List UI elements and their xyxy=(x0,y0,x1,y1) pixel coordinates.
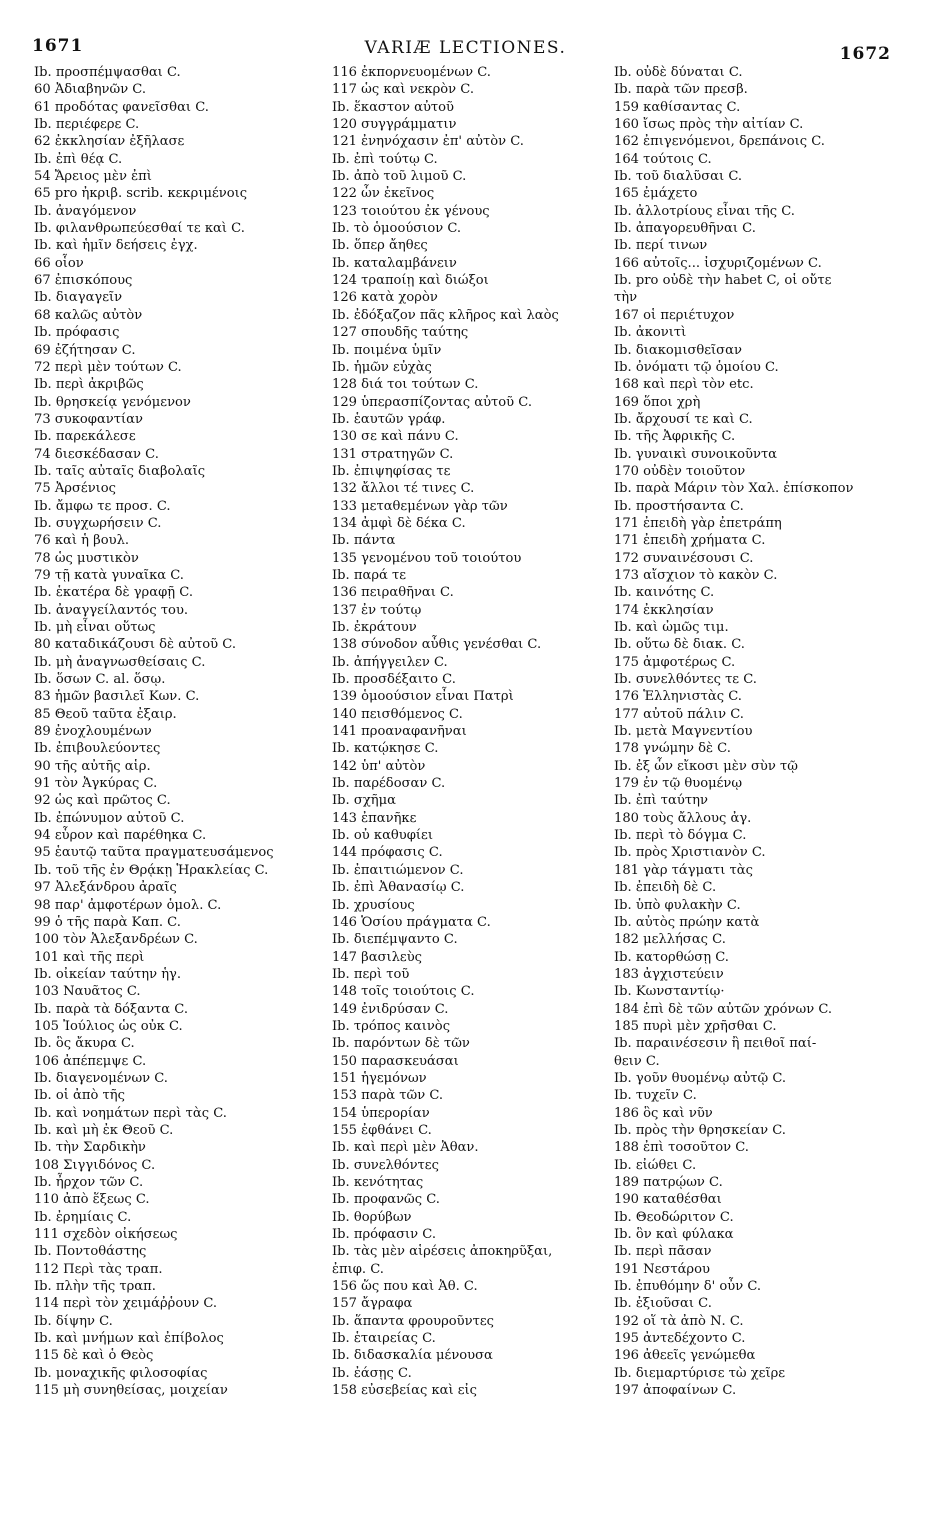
reading-entry: Ib. καὶ μὴ ἐκ Θεοῦ C. xyxy=(34,1122,174,1138)
reading-entry: Ib. παρεκάλεσε xyxy=(34,429,136,445)
reading-entry: 190 καταθέσθαι xyxy=(614,1192,722,1208)
reading-entry: 97 Ἀλεξάνδρου ἀραῖς xyxy=(34,880,177,896)
reading-entry: Ib. ἄμφω τε προσ. C. xyxy=(34,498,171,514)
reading-entry: Ib. οὐ καθυφίει xyxy=(332,828,433,844)
reading-entry: Ib. ἀναγόμενον xyxy=(34,203,137,219)
reading-entry: Ib. ὑπὸ φυλακὴν C. xyxy=(614,897,741,913)
reading-entry: 131 στρατηγῶν C. xyxy=(332,446,454,462)
reading-entry: τὴν xyxy=(614,290,638,306)
reading-entry: 175 ἀμφοτέρως C. xyxy=(614,654,736,670)
reading-entry: Ib. ἐπυθόμην δ' οὖν C. xyxy=(614,1279,762,1295)
reading-entry: Ib. ποιμένα ὑμῖν xyxy=(332,342,442,358)
reading-entry: Ib. ἡμῶν εὐχὰς xyxy=(332,359,432,375)
reading-entry: 73 συκοφαντίαν xyxy=(34,411,143,427)
reading-entry: Ib. προσδέξαιτο C. xyxy=(332,672,456,688)
reading-entry: 129 ὑπερασπίζοντας αὐτοῦ C. xyxy=(332,394,533,410)
reading-entry: 114 περὶ τὸν χειμάῤῥουν C. xyxy=(34,1296,218,1312)
reading-entry: 160 ἴσως πρὸς τὴν αἰτίαν C. xyxy=(614,117,804,133)
reading-entry: 167 οἱ περιέτυχον xyxy=(614,307,735,323)
reading-entry: 94 εὗρον καὶ παρέθηκα C. xyxy=(34,828,207,844)
reading-entry: Ib. ἐπειδὴ δὲ C. xyxy=(614,880,717,896)
reading-entry: 177 αὐτοῦ πάλιν C. xyxy=(614,706,744,722)
reading-entry: 189 πατρῴων C. xyxy=(614,1175,723,1190)
reading-entry: 157 ἄγραφα xyxy=(332,1296,413,1312)
reading-entry: Ib. ὃν καὶ φύλακα xyxy=(614,1227,734,1243)
reading-entry: 151 ἡγεμόνων xyxy=(332,1070,427,1086)
reading-entry: 123 τοιούτου ἐκ γένους xyxy=(332,203,490,219)
reading-entry: Ib. ἑκατέρα δὲ γραφῇ C. xyxy=(34,585,193,601)
reading-entry: 188 ἐπὶ τοσοῦτον C. xyxy=(614,1140,749,1156)
reading-entry: 146 Ὁσίου πράγματα C. xyxy=(332,914,491,930)
reading-entry: 166 αὐτοῖς... ἰσχυριζομένων C. xyxy=(614,255,822,271)
reading-entry: Ib. οὕτω δὲ διακ. C. xyxy=(614,637,745,653)
reading-entry: Ib. τὸ ὁμοούσιον C. xyxy=(332,221,462,237)
reading-entry: Ib. ἐπιβουλεύοντες xyxy=(34,741,161,757)
reading-entry: Ib. ἐπώνυμον αὐτοῦ C. xyxy=(34,810,185,826)
reading-entry: Ib. ἀπὸ τοῦ λιμοῦ C. xyxy=(332,169,467,185)
reading-entry: 72 περὶ μὲν τούτων C. xyxy=(34,359,182,375)
reading-entry: Ib. παρέδοσαν C. xyxy=(332,776,446,792)
reading-entry: 170 οὐδὲν τοιοῦτον xyxy=(614,463,746,479)
reading-entry: 147 βασιλεὺς xyxy=(332,949,423,965)
reading-entry: Ib. περὶ ἀκριβῶς xyxy=(34,377,144,393)
reading-entry: 75 Ἀρσένιος xyxy=(34,481,117,497)
reading-entry: Ib. περί τινων xyxy=(614,238,708,254)
reading-entry: Ib. προστήσαντα C. xyxy=(614,498,744,514)
reading-entry: Ib. γοῦν θυομένῳ αὐτῷ C. xyxy=(614,1070,787,1086)
reading-entry: Ib. ἀπαγορευθῆναι C. xyxy=(614,221,756,237)
reading-entry: 115 μὴ συνηθείσας, μοιχείαν xyxy=(34,1383,228,1399)
reading-entry: 98 παρ' ἀμφοτέρων ὁμολ. C. xyxy=(34,897,222,913)
reading-entry: Ib. διακομισθεῖσαν xyxy=(614,342,742,358)
reading-entry: 99 ὁ τῆς παρὰ Καπ. C. xyxy=(34,914,181,930)
reading-entry: Ib. ἅπαντα φρουροῦντες xyxy=(332,1313,494,1329)
reading-entry: 172 συναινέσουσι C. xyxy=(614,550,754,566)
reading-entry: Ib. σχῆμα xyxy=(332,793,396,809)
reading-entry: 141 προαναφανῆναι xyxy=(332,724,467,740)
reading-entry: 140 πεισθόμενος C. xyxy=(332,706,463,722)
reading-entry: 156 ὥς που καὶ Ἀθ. C. xyxy=(332,1279,478,1295)
reading-entry: Ib. διαγαγεῖν xyxy=(34,290,123,306)
reading-entry: 133 μεταθεμένων γὰρ τῶν xyxy=(332,498,508,514)
reading-entry: Ib. καὶ ἡμῖν δεήσεις ἐγχ. xyxy=(34,238,198,254)
reading-entry: 169 ὅποι χρὴ xyxy=(614,394,701,410)
reading-entry: 181 γὰρ τάγματι τὰς xyxy=(614,862,753,878)
reading-entry: 142 ὑπ' αὐτὸν xyxy=(332,758,426,774)
reading-entry: 176 Ἑλληνιστὰς C. xyxy=(614,689,742,705)
reading-entry: Ib. προσπέμψασθαι C. xyxy=(34,65,181,80)
reading-entry: 120 συγγράμματιν xyxy=(332,117,457,133)
reading-entry: Ib. μὴ εἶναι οὕτως xyxy=(34,620,156,635)
reading-entry: 68 καλῶς αὐτὸν xyxy=(34,307,143,323)
reading-entry: Ib. περὶ τοῦ xyxy=(332,966,410,982)
reading-entry: 196 ἀθεεῖς γενώμεθα xyxy=(614,1348,756,1364)
column-left xyxy=(34,64,326,1399)
reading-entry: Ib. περὶ τὸ δόγμα C. xyxy=(614,828,747,844)
reading-entry: 150 παρασκευάσαι xyxy=(332,1053,459,1069)
page-number-right: 1672 xyxy=(839,44,891,64)
reading-entry: Ib. πάντα xyxy=(332,533,396,549)
reading-entry: 112 Περὶ τὰς τραπ. xyxy=(34,1261,163,1277)
reading-entry: Ib. ἑταιρείας C. xyxy=(332,1331,436,1347)
reading-entry: 66 οἷον xyxy=(34,255,84,271)
reading-entry: Ib. προφανῶς C. xyxy=(332,1192,440,1208)
reading-entry: 69 ἐζήτησαν C. xyxy=(34,342,136,358)
reading-entry: 122 ὧν ἐκεῖνος xyxy=(332,186,435,202)
reading-entry: Ib. pro οὐδὲ τὴν habet C, οἱ οὔτε xyxy=(614,273,832,289)
reading-entry: 80 καταδικάζουσι δὲ αὐτοῦ C. xyxy=(34,637,236,653)
reading-entry: Ib. διεπέμψαντο C. xyxy=(332,932,458,948)
reading-entry: Ib. παρὰ τὰ δόξαντα C. xyxy=(34,1001,189,1017)
reading-entry: 100 τὸν Ἀλεξανδρέων C. xyxy=(34,932,198,948)
reading-entry: Ib. θρησκείᾳ γενόμενον xyxy=(34,394,191,410)
reading-entry: Ib. καὶ μνήμων καὶ ἐπίβολος xyxy=(34,1331,224,1347)
reading-entry: Ib. παρόντων δὲ τῶν xyxy=(332,1036,470,1052)
reading-entry: Ib. οἰκείαν ταύτην ἡγ. xyxy=(34,966,182,982)
reading-entry: 101 καὶ τῆς περὶ xyxy=(34,949,145,965)
reading-entry: 95 ἑαυτῷ ταῦτα πραγματευσάμενος xyxy=(34,845,274,861)
reading-entry: Ib. παρά τε xyxy=(332,567,407,583)
reading-entry: Ib. παρὰ τῶν πρεσβ. xyxy=(614,82,748,98)
reading-entry: Ib. διαγενομένων C. xyxy=(34,1070,168,1086)
reading-entry: 174 ἐκκλησίαν xyxy=(614,602,714,618)
reading-entry: Ib. πρόφασις xyxy=(34,325,120,341)
reading-entry: 85 Θεοῦ ταῦτα ἐξαιρ. xyxy=(34,706,177,722)
reading-entry: Ib. μοναχικῆς φιλοσοφίας xyxy=(34,1365,208,1381)
reading-entry: 179 ἐν τῷ θυομένῳ xyxy=(614,776,743,792)
reading-entry: Ib. πρὸς τὴν θρησκείαν C. xyxy=(614,1122,786,1138)
reading-entry: 136 πειραθῆναι C. xyxy=(332,585,454,601)
reading-entry: 111 σχεδὸν οἰκήσεως xyxy=(34,1227,178,1243)
reading-entry: 105 Ἰούλιος ὡς οὐκ C. xyxy=(34,1018,183,1034)
reading-entry: Ib. ταῖς αὐταῖς διαβολαῖς xyxy=(34,463,206,479)
reading-entry: Ib. ἦρχον τῶν C. xyxy=(34,1175,144,1190)
column-right xyxy=(614,64,914,1399)
reading-entry: Ib. καινότης C. xyxy=(614,585,715,601)
reading-entry: 171 ἐπειδὴ χρήματα C. xyxy=(614,533,766,549)
reading-entry: Ib. ἀκονιτὶ xyxy=(614,325,687,341)
reading-entry: 106 ἀπέπεμψε C. xyxy=(34,1053,147,1069)
reading-entry: 67 ἐπισκόπους xyxy=(34,273,133,289)
reading-entry: Ib. ἐπὶ Ἀθανασίῳ C. xyxy=(332,880,465,896)
reading-entry: 197 ἀποφαίνων C. xyxy=(614,1383,737,1399)
reading-entry: Ib. ἐρημίαις C. xyxy=(34,1209,132,1225)
reading-entry: 173 αἴσχιον τὸ κακὸν C. xyxy=(614,567,778,583)
reading-entry: 76 καὶ ἡ βουλ. xyxy=(34,533,130,549)
reading-entry: 116 ἐκπορνευομένων C. xyxy=(332,65,491,80)
reading-entry: 165 ἐμάχετο xyxy=(614,186,698,202)
reading-entry: 91 τὸν Ἀγκύρας C. xyxy=(34,776,158,792)
reading-entry: Ib. ἀλλοτρίους εἶναι τῆς C. xyxy=(614,203,795,219)
reading-entry: Ib. περὶ πᾶσαν xyxy=(614,1244,712,1260)
reading-entry: Ib. ἐκράτουν xyxy=(332,620,417,635)
reading-entry: Ib. καὶ νοημάτων περὶ τὰς C. xyxy=(34,1105,227,1121)
reading-entry: 62 ἐκκλησίαν ἐξῆλασε xyxy=(34,134,185,150)
reading-entry: Ib. θορύβων xyxy=(332,1209,412,1225)
reading-entry: 154 ὑπερορίαν xyxy=(332,1105,430,1121)
reading-entry: 149 ἐνιδρύσαν C. xyxy=(332,1001,449,1017)
reading-entry: 185 πυρὶ μὲν χρῆσθαι C. xyxy=(614,1018,777,1034)
reading-entry: 153 παρὰ τῶν C. xyxy=(332,1088,444,1104)
reading-entry: 110 ἀπὸ ἕξεως C. xyxy=(34,1192,150,1208)
reading-entry: 117 ὡς καὶ νεκρὸν C. xyxy=(332,82,474,98)
reading-entry: Ib. γυναικὶ συνοικοῦντα xyxy=(614,446,778,462)
reading-entry: 78 ὡς μυστικὸν xyxy=(34,550,139,566)
reading-entry: Ib. ἑαυτῶν γράφ. xyxy=(332,411,446,427)
reading-entry: Ib. συνελθόντες xyxy=(332,1157,439,1173)
reading-entry: Ib. τὴν Σαρδικὴν xyxy=(34,1140,146,1156)
reading-entry: Ib. ὅπερ ἄηθες xyxy=(332,238,428,254)
reading-entry: 148 τοῖς τοιούτοις C. xyxy=(332,984,475,1000)
reading-entry: Ib. τὰς μὲν αἱρέσεις ἀποκηρῦξαι, xyxy=(332,1244,553,1260)
reading-entry: θειν C. xyxy=(614,1053,660,1069)
reading-entry: Ib. ἐπὶ θέᾳ C. xyxy=(34,151,123,167)
reading-entry: Ib. ἐπαιτιώμενον C. xyxy=(332,862,464,878)
reading-entry: 183 ἀγχιστεύειν xyxy=(614,966,724,982)
reading-entry: 180 τοὺς ἄλλους ἀγ. xyxy=(614,810,752,826)
reading-entry: Ib. φιλανθρωπεύεσθαί τε καὶ C. xyxy=(34,221,245,237)
reading-entry: 135 γενομένου τοῦ τοιούτου xyxy=(332,550,522,566)
reading-entry: Ib. τοῦ τῆς ἐν Θρᾴκῃ Ἡρακλείας C. xyxy=(34,862,269,878)
reading-entry: 83 ἡμῶν βασιλεῖ Κων. C. xyxy=(34,689,200,705)
reading-entry: 191 Νεστάρου xyxy=(614,1261,710,1277)
reading-entry: 186 ὃς καὶ νῦν xyxy=(614,1105,713,1121)
reading-entry: 61 προδότας φανεῖσθαι C. xyxy=(34,99,209,115)
reading-entry: 184 ἐπὶ δὲ τῶν αὐτῶν χρόνων C. xyxy=(614,1001,833,1017)
reading-entry: Ib. ὅσων C. al. ὅσῳ. xyxy=(34,672,166,688)
reading-entry: Ib. παρὰ Μάριν τὸν Χαλ. ἐπίσκοπον xyxy=(614,481,854,497)
reading-entry: 115 δὲ καὶ ὁ Θεὸς xyxy=(34,1348,154,1364)
reading-entry: 54 Ἄρειος μὲν ἐπὶ xyxy=(34,169,152,185)
reading-entry: Ib. τῆς Ἀφρικῆς C. xyxy=(614,429,736,445)
reading-entry: Ib. ἄρχουσί τε καὶ C. xyxy=(614,411,753,427)
reading-entry: 124 τραποίῃ καὶ διώξοι xyxy=(332,273,489,289)
reading-entry: 137 ἐν τούτῳ xyxy=(332,602,422,618)
reading-entry: 92 ὡς καὶ πρῶτος C. xyxy=(34,793,171,809)
page-header xyxy=(0,22,931,62)
reading-entry: 132 ἄλλοι τέ τινες C. xyxy=(332,481,475,497)
reading-entry: 178 γνώμην δὲ C. xyxy=(614,741,731,757)
reading-entry: Ib. ἐξιοῦσαι C. xyxy=(614,1296,712,1312)
reading-entry: Ib. μετὰ Μαγνεντίου xyxy=(614,724,753,740)
reading-entry: 139 ὁμοούσιον εἶναι Πατρὶ xyxy=(332,689,514,705)
reading-entry: Ib. διδασκαλία μένουσα xyxy=(332,1348,493,1364)
reading-entry: Ib. ἐπὶ τούτῳ C. xyxy=(332,151,438,167)
reading-entry: Ib. ὃς ἄκυρα C. xyxy=(34,1036,135,1052)
reading-entry: Ib. συγχωρήσειν C. xyxy=(34,515,162,531)
reading-entry: Ib. ὀνόματι τῷ ὁμοίου C. xyxy=(614,359,779,375)
reading-entry: 79 τῇ κατὰ γυναῖκα C. xyxy=(34,567,184,583)
reading-entry: 130 σε καὶ πάνυ C. xyxy=(332,429,459,445)
reading-entry: 74 διεσκέδασαν C. xyxy=(34,446,159,462)
reading-entry: Ib. παραινέσεσιν ἢ πειθοῖ παί- xyxy=(614,1036,817,1052)
reading-entry: Ib. τυχεῖν C. xyxy=(614,1088,697,1104)
reading-entry: 171 ἐπειδὴ γὰρ ἐπετράπη xyxy=(614,515,782,531)
column-middle xyxy=(332,64,614,1399)
reading-entry: 195 ἀντεδέχοντο C. xyxy=(614,1331,746,1347)
reading-entry: Ib. ἐπιψηφίσας τε xyxy=(332,463,451,479)
reading-entry: 155 ἐφθάνει C. xyxy=(332,1122,432,1138)
reading-entry: Ib. διεμαρτύρισε τὼ χεῖρε xyxy=(614,1365,786,1381)
reading-entry: Ib. τοῦ διαλῦσαι C. xyxy=(614,169,743,185)
reading-entry: Ib. ἕκαστον αὐτοῦ xyxy=(332,99,455,115)
reading-entry: Ib. συνελθόντες τε C. xyxy=(614,672,757,688)
reading-entry: Ib. αὐτὸς πρώην κατὰ xyxy=(614,914,760,930)
reading-entry: Ib. κενότητας xyxy=(332,1175,424,1190)
reading-entry: 144 πρόφασις C. xyxy=(332,845,443,861)
reading-entry: Ib. Κωνσταντίῳ· xyxy=(614,984,725,1000)
reading-entry: 89 ἐνοχλουμένων xyxy=(34,724,152,740)
reading-entry: Ib. ἀναγγείλαντός του. xyxy=(34,602,189,618)
reading-entry: 121 ἐνηνόχασιν ἐπ' αὐτὸν C. xyxy=(332,134,524,150)
reading-entry: Ib. ἐάσῃς C. xyxy=(332,1365,412,1381)
reading-entry: 138 σύνοδον αὖθις γενέσθαι C. xyxy=(332,637,542,653)
reading-entry: Ib. χρυσίους xyxy=(332,897,415,913)
reading-entry: Ib. εἰώθει C. xyxy=(614,1157,697,1173)
reading-entry: Ib. πλὴν τῆς τραπ. xyxy=(34,1279,156,1295)
reading-entry: ἐπιφ. C. xyxy=(332,1261,384,1277)
reading-entry: Ib. ἐξ ὧν εἴκοσι μὲν σὺν τῷ xyxy=(614,758,798,774)
reading-entry: Ib. περιέφερε C. xyxy=(34,117,140,133)
reading-entry: 164 τούτοις C. xyxy=(614,151,712,167)
reading-entry: Ib. Ποντοθάστης xyxy=(34,1244,147,1260)
reading-entry: Ib. κατορθώσῃ C. xyxy=(614,949,729,965)
reading-entry: Ib. πρὸς Χριστιανὸν C. xyxy=(614,845,766,861)
reading-entry: 134 ἀμφὶ δὲ δέκα C. xyxy=(332,515,466,531)
reading-entry: 158 εὐσεβείας καὶ εἰς xyxy=(332,1383,478,1399)
reading-entry: 143 ἐπανῆκε xyxy=(332,810,417,826)
page-number-left: 1671 xyxy=(32,36,84,56)
reading-entry: 126 κατὰ χορὸν xyxy=(332,290,438,306)
reading-entry: Ib. καταλαμβάνειν xyxy=(332,255,457,271)
reading-entry: 90 τῆς αὐτῆς αἱρ. xyxy=(34,758,151,774)
reading-entry: 182 μελλήσας C. xyxy=(614,932,726,948)
reading-entry: Ib. καὶ ὠμῶς τιμ. xyxy=(614,620,729,635)
reading-entry: Ib. οἱ ἀπὸ τῆς xyxy=(34,1088,125,1104)
reading-entry: 159 καθίσαντας C. xyxy=(614,99,741,115)
reading-entry: Ib. ἐπὶ ταύτην xyxy=(614,793,708,809)
running-title: VARIÆ LECTIONES. xyxy=(364,38,567,58)
reading-entry: Ib. δίψην C. xyxy=(34,1313,113,1329)
reading-entry: 128 διά τοι τούτων C. xyxy=(332,377,479,393)
reading-entry: 192 οἵ τὰ ἀπὸ Ν. C. xyxy=(614,1313,744,1329)
reading-entry: 162 ἐπιγενόμενοι, δρεπάνοις C. xyxy=(614,134,825,150)
reading-entry: 168 καὶ περὶ τὸν etc. xyxy=(614,377,754,393)
reading-entry: Ib. καὶ περὶ μὲν Ἀθαν. xyxy=(332,1140,479,1156)
reading-entry: 65 pro ἠκριβ. scrib. κεκριμένοις xyxy=(34,186,248,202)
reading-entry: Ib. κατῴκησε C. xyxy=(332,741,439,757)
reading-entry: Ib. τρόπος καινὸς xyxy=(332,1018,451,1034)
reading-entry: 127 σπουδῆς ταύτης xyxy=(332,325,469,341)
reading-entry: Ib. μὴ ἀναγνωσθείσαις C. xyxy=(34,654,206,670)
reading-entry: 108 Σιγγιδόνος C. xyxy=(34,1157,156,1173)
reading-entry: Ib. οὐδὲ δύναται C. xyxy=(614,65,743,80)
reading-entry: Ib. ἐδόξαζον πᾶς κλῆρος καὶ λαὸς xyxy=(332,307,559,323)
reading-entry: 60 Ἀδιαβηνῶν C. xyxy=(34,82,147,98)
reading-entry: Ib. πρόφασιν C. xyxy=(332,1227,436,1243)
reading-entry: 103 Ναυᾶτος C. xyxy=(34,984,141,1000)
reading-entry: Ib. Θεοδώριτον C. xyxy=(614,1209,734,1225)
reading-entry: Ib. ἀπήγγειλεν C. xyxy=(332,654,448,670)
